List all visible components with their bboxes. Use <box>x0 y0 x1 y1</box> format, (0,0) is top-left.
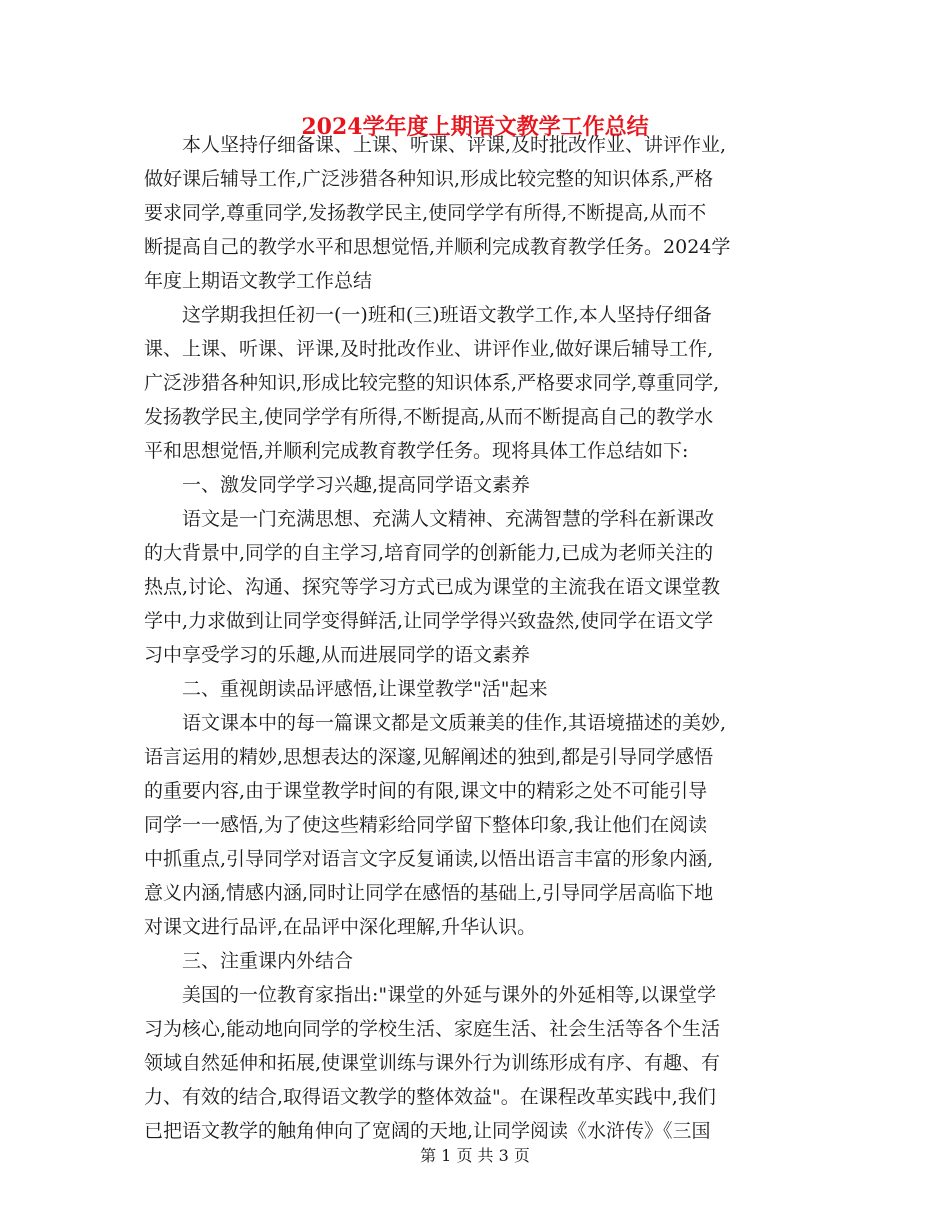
text-line: 学中,力求做到让同学变得鲜活,让同学学得兴致盎然,使同学在语文学 <box>144 610 714 632</box>
text-line: 热点,讨论、沟通、探究等学习方式已成为课堂的主流我在语文课堂教 <box>144 576 721 598</box>
text-line: 发扬教学民主,使同学学有所得,不断提高,从而不断提高自己的教学水 <box>144 406 714 428</box>
text-line: 习为核心,能动地向同学的学校生活、家庭生活、社会生活等各个生活 <box>144 1018 721 1040</box>
text-line: 对课文进行品评,在品评中深化理解,升华认识。 <box>144 916 537 938</box>
text-line: 语言运用的精妙,思想表达的深邃,见解阐述的独到,都是引导同学感悟 <box>144 746 714 768</box>
text-line: 本人坚持仔细备课、上课、听课、评课,及时批改作业、讲评作业, <box>144 134 727 156</box>
text-line: 已把语文教学的触角伸向了宽阔的天地,让同学阅读《水浒传》《三国 <box>144 1120 711 1142</box>
text-line: 美国的一位教育家指出:"课堂的外延与课外的外延相等,以课堂学 <box>144 984 717 1006</box>
section-heading: 二、重视朗读品评感悟,让课堂教学"活"起来 <box>144 678 548 700</box>
text-line: 平和思想觉悟,并顺利完成教育教学任务。现将具体工作总结如下: <box>144 440 689 462</box>
text-line: 年度上期语文教学工作总结 <box>144 270 373 292</box>
text-line: 这学期我担任初一(一)班和(三)班语文教学工作,本人坚持仔细备 <box>144 304 712 326</box>
section-heading: 一、激发同学学习兴趣,提高同学语文素养 <box>144 474 531 496</box>
text-line: 同学一一感悟,为了使这些精彩给同学留下整体印象,我让他们在阅读 <box>144 814 708 836</box>
text-line: 习中享受学习的乐趣,从而进展同学的语文素养 <box>144 644 531 666</box>
text-line: 做好课后辅导工作,广泛涉猎各种知识,形成比较完整的知识体系,严格 <box>144 168 714 190</box>
document-body <box>144 128 814 1148</box>
section-heading: 三、注重课内外结合 <box>144 950 354 972</box>
text-line: 的大背景中,同学的自主学习,培育同学的创新能力,已成为老师关注的 <box>144 542 714 564</box>
text-line: 的重要内容,由于课堂教学时间的有限,课文中的精彩之处不可能引导 <box>144 780 708 802</box>
text-line: 语文是一门充满思想、充满人文精神、充满智慧的学科在新课改 <box>144 508 715 530</box>
text-line: 中抓重点,引导同学对语言文字反复诵读,以悟出语言丰富的形象内涵, <box>144 848 714 870</box>
text-line: 意义内涵,情感内涵,同时让同学在感悟的基础上,引导同学居高临下地 <box>144 882 714 904</box>
text-line: 力、有效的结合,取得语文教学的整体效益"。在课程改革实践中,我们 <box>144 1086 716 1108</box>
document-title: 2024学年度上期语文教学工作总结 <box>301 114 649 140</box>
text-line: 要求同学,尊重同学,发扬教学民主,使同学学有所得,不断提高,从而不 <box>144 202 707 224</box>
text-line: 广泛涉猎各种知识,形成比较完整的知识体系,严格要求同学,尊重同学, <box>144 372 720 394</box>
text-line: 课、上课、听课、评课,及时批改作业、讲评作业,做好课后辅导工作, <box>144 338 714 360</box>
text-line: 断提高自己的教学水平和思想觉悟,并顺利完成教育教学任务。2024学 <box>144 236 731 258</box>
page-footer: 第 1 页 共 3 页 <box>420 1146 530 1165</box>
text-line: 语文课本中的每一篇课文都是文质兼美的佳作,其语境描述的美妙, <box>144 712 727 734</box>
text-line: 领域自然延伸和拓展,使课堂训练与课外行为训练形成有序、有趣、有 <box>144 1052 721 1074</box>
